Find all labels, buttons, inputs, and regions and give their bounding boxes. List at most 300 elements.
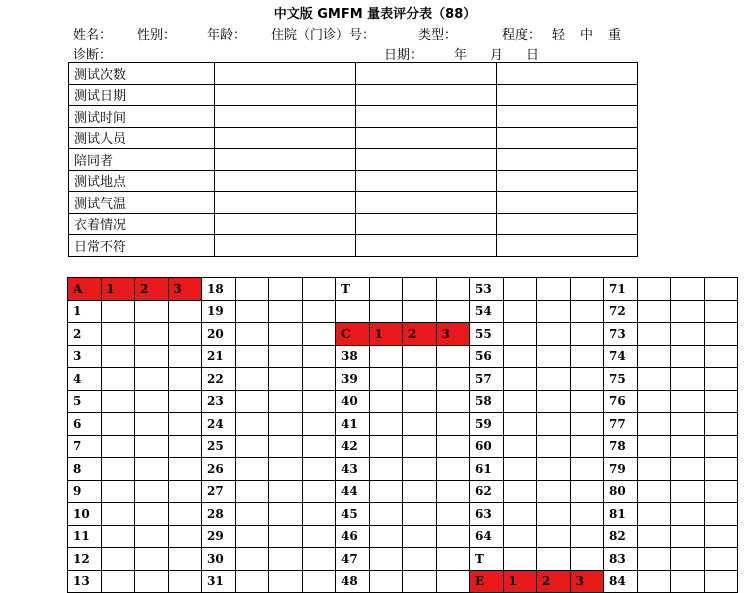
item-number-cell: 63 [470,503,504,526]
score-cell[interactable] [537,480,571,503]
score-cell[interactable] [436,458,470,481]
score-cell[interactable] [503,323,537,346]
info-entry-cell[interactable] [497,149,638,171]
score-cell[interactable] [637,300,671,323]
info-entry-cell[interactable] [215,149,356,171]
score-cell[interactable] [503,345,537,368]
severity-moderate: 中 [580,28,594,43]
item-number-cell: 8 [68,458,102,481]
score-cell[interactable] [570,413,604,436]
info-entry-cell[interactable] [356,84,497,106]
info-entry-cell[interactable] [215,170,356,192]
score-cell[interactable] [637,503,671,526]
score-cell [403,300,437,323]
score-cell[interactable] [403,390,437,413]
score-cell[interactable] [537,323,571,346]
score-cell[interactable] [436,278,470,301]
score-cell[interactable] [704,390,738,413]
score-cell[interactable] [704,525,738,548]
score-cell[interactable] [235,480,269,503]
section-t-label: T [470,548,504,571]
table-row [68,368,738,391]
score-cell[interactable] [101,368,135,391]
score-cell[interactable] [269,503,303,526]
score-cell[interactable] [537,435,571,458]
score-cell[interactable] [403,435,437,458]
item-number-cell: 56 [470,345,504,368]
section-t-label: T [336,278,370,301]
score-cell[interactable] [235,345,269,368]
score-cell[interactable] [302,278,336,301]
score-cell[interactable] [637,458,671,481]
score-cell[interactable] [269,435,303,458]
score-cell[interactable] [235,368,269,391]
score-cell[interactable] [671,480,705,503]
score-cell[interactable] [537,458,571,481]
score-cell[interactable] [704,548,738,571]
info-entry-cell[interactable] [497,63,638,85]
score-cell[interactable] [235,300,269,323]
score-cell[interactable] [436,435,470,458]
score-cell[interactable] [235,278,269,301]
score-cell[interactable] [704,345,738,368]
score-cell[interactable] [135,413,169,436]
score-cell[interactable] [135,458,169,481]
score-cell[interactable] [235,503,269,526]
info-entry-cell[interactable] [215,213,356,235]
score-cell[interactable] [704,503,738,526]
item-number-cell: 59 [470,413,504,436]
item-number-cell: 75 [604,368,638,391]
score-cell[interactable] [135,503,169,526]
score-cell[interactable] [302,458,336,481]
info-entry-cell[interactable] [356,170,497,192]
score-cell[interactable] [101,570,135,593]
score-cell[interactable] [570,458,604,481]
score-table [67,277,738,593]
info-entry-cell[interactable] [356,127,497,149]
score-cell[interactable] [570,300,604,323]
score-cell[interactable] [302,435,336,458]
info-entry-cell[interactable] [215,235,356,257]
score-cell[interactable] [168,503,202,526]
score-cell[interactable] [235,323,269,346]
score-cell[interactable] [269,278,303,301]
score-cell[interactable] [503,413,537,436]
info-label-cell: 测试时间 [69,106,215,128]
score-cell[interactable] [135,368,169,391]
score-cell[interactable] [269,413,303,436]
score-cell[interactable] [369,458,403,481]
item-number-cell: 57 [470,368,504,391]
item-number-cell: 61 [470,458,504,481]
score-cell[interactable] [101,525,135,548]
score-cell[interactable] [269,300,303,323]
item-number-cell: 41 [336,413,370,436]
item-number-cell: 7 [68,435,102,458]
score-cell[interactable] [168,390,202,413]
score-cell[interactable] [369,368,403,391]
info-entry-cell[interactable] [356,235,497,257]
item-number-cell: 1 [68,300,102,323]
score-cell[interactable] [704,368,738,391]
info-entry-cell[interactable] [497,106,638,128]
item-number-cell: 64 [470,525,504,548]
score-cell[interactable] [570,525,604,548]
score-cell[interactable] [269,368,303,391]
score-cell[interactable] [235,390,269,413]
score-cell[interactable] [135,323,169,346]
info-entry-cell[interactable] [497,170,638,192]
score-cell[interactable] [302,323,336,346]
score-cell[interactable] [302,525,336,548]
score-cell[interactable] [436,525,470,548]
info-entry-cell[interactable] [497,84,638,106]
score-cell[interactable] [671,323,705,346]
info-label-cell: 测试地点 [69,170,215,192]
score-cell[interactable] [503,390,537,413]
severity-label: 程度： [502,28,542,43]
score-cell[interactable] [235,525,269,548]
diagnosis-label: 诊断： [73,48,113,63]
score-cell[interactable] [369,278,403,301]
item-number-cell: 81 [604,503,638,526]
score-cell[interactable] [637,278,671,301]
score-cell[interactable] [671,570,705,593]
score-cell[interactable] [101,435,135,458]
score-cell[interactable] [537,525,571,548]
info-label-cell: 测试人员 [69,127,215,149]
score-cell[interactable] [269,525,303,548]
item-number-cell: 3 [570,570,604,593]
score-cell[interactable] [235,548,269,571]
score-cell[interactable] [503,368,537,391]
score-cell[interactable] [704,300,738,323]
score-cell[interactable] [704,323,738,346]
score-cell[interactable] [369,390,403,413]
score-cell[interactable] [135,548,169,571]
section-a-header: A [68,278,102,301]
section-e-header: E [470,570,504,593]
score-cell[interactable] [235,435,269,458]
item-number-cell: 11 [68,525,102,548]
score-cell[interactable] [537,345,571,368]
score-cell[interactable] [537,503,571,526]
score-cell[interactable] [369,480,403,503]
score-cell[interactable] [269,480,303,503]
score-cell[interactable] [369,570,403,593]
item-number-cell: 12 [68,548,102,571]
item-number-cell: 77 [604,413,638,436]
table-row [68,480,738,503]
score-cell[interactable] [503,480,537,503]
score-cell[interactable] [135,525,169,548]
score-cell[interactable] [135,345,169,368]
score-cell[interactable] [671,278,705,301]
score-cell[interactable] [269,458,303,481]
score-cell[interactable] [570,480,604,503]
score-cell[interactable] [704,413,738,436]
score-cell[interactable] [704,458,738,481]
info-entry-cell[interactable] [356,106,497,128]
item-number-cell: 3 [168,278,202,301]
score-cell[interactable] [235,570,269,593]
date-label: 日期： [384,48,424,63]
section-c-header: C [336,323,370,346]
year-label: 年 [454,48,468,63]
item-number-cell: 76 [604,390,638,413]
item-number-cell: 10 [68,503,102,526]
score-cell[interactable] [403,480,437,503]
item-number-cell: 78 [604,435,638,458]
score-cell[interactable] [168,300,202,323]
score-cell[interactable] [403,413,437,436]
score-cell[interactable] [537,390,571,413]
score-cell[interactable] [671,458,705,481]
score-cell[interactable] [302,548,336,571]
info-entry-cell[interactable] [356,63,497,85]
score-cell[interactable] [671,345,705,368]
table-row [69,213,638,235]
item-number-cell: 6 [68,413,102,436]
score-cell[interactable] [570,368,604,391]
score-cell[interactable] [637,368,671,391]
table-row [69,127,638,149]
score-cell[interactable] [168,323,202,346]
score-cell[interactable] [403,458,437,481]
score-cell[interactable] [671,548,705,571]
score-cell[interactable] [436,480,470,503]
score-cell[interactable] [637,435,671,458]
score-cell[interactable] [168,525,202,548]
score-cell[interactable] [168,345,202,368]
item-number-cell: 9 [68,480,102,503]
info-entry-cell[interactable] [215,106,356,128]
score-cell[interactable] [101,323,135,346]
score-cell[interactable] [704,278,738,301]
score-cell[interactable] [403,525,437,548]
score-cell[interactable] [436,570,470,593]
score-cell[interactable] [369,503,403,526]
score-cell[interactable] [168,413,202,436]
table-row [69,63,638,85]
score-cell[interactable] [101,458,135,481]
score-cell[interactable] [637,390,671,413]
info-entry-cell[interactable] [356,192,497,214]
score-cell[interactable] [704,435,738,458]
score-cell[interactable] [135,300,169,323]
info-label-cell: 测试气温 [69,192,215,214]
score-cell[interactable] [269,548,303,571]
score-cell[interactable] [537,300,571,323]
score-cell[interactable] [101,300,135,323]
info-entry-cell[interactable] [356,213,497,235]
item-number-cell: 2 [537,570,571,593]
score-cell[interactable] [403,503,437,526]
score-cell[interactable] [302,413,336,436]
score-cell[interactable] [369,548,403,571]
item-number-cell: 18 [202,278,236,301]
score-cell[interactable] [101,390,135,413]
score-cell[interactable] [101,413,135,436]
score-cell[interactable] [269,570,303,593]
score-cell[interactable] [671,503,705,526]
item-number-cell: 13 [68,570,102,593]
table-row [69,235,638,257]
info-entry-cell[interactable] [497,127,638,149]
score-cell[interactable] [101,548,135,571]
item-number-cell: 26 [202,458,236,481]
score-cell[interactable] [168,480,202,503]
score-cell[interactable] [403,368,437,391]
score-cell [537,548,571,571]
score-cell[interactable] [537,368,571,391]
score-cell[interactable] [637,525,671,548]
info-entry-cell[interactable] [356,149,497,171]
item-number-cell: 84 [604,570,638,593]
info-label-cell: 陪同者 [69,149,215,171]
item-number-cell: 47 [336,548,370,571]
month-label: 月 [490,48,504,63]
score-cell[interactable] [168,548,202,571]
score-cell[interactable] [168,458,202,481]
score-cell[interactable] [537,278,571,301]
score-cell[interactable] [403,345,437,368]
score-cell[interactable] [671,435,705,458]
score-cell[interactable] [101,480,135,503]
name-label: 姓名： [73,28,113,43]
score-cell[interactable] [671,413,705,436]
score-cell[interactable] [302,368,336,391]
score-cell[interactable] [403,278,437,301]
item-number-cell: 60 [470,435,504,458]
info-entry-cell[interactable] [215,63,356,85]
score-cell[interactable] [503,458,537,481]
score-cell[interactable] [369,345,403,368]
table-row [68,458,738,481]
item-number-cell: 20 [202,323,236,346]
score-cell[interactable] [135,390,169,413]
score-cell[interactable] [637,548,671,571]
score-cell[interactable] [403,548,437,571]
score-cell[interactable] [637,413,671,436]
score-cell[interactable] [637,480,671,503]
score-cell[interactable] [704,570,738,593]
score-cell[interactable] [637,345,671,368]
score-cell[interactable] [101,345,135,368]
score-cell[interactable] [570,435,604,458]
item-number-cell: 72 [604,300,638,323]
score-cell[interactable] [503,525,537,548]
table-row [68,548,738,571]
info-entry-cell[interactable] [215,127,356,149]
score-cell[interactable] [302,480,336,503]
score-cell[interactable] [436,503,470,526]
item-number-cell: 83 [604,548,638,571]
score-cell[interactable] [570,278,604,301]
score-cell[interactable] [436,413,470,436]
day-label: 日 [526,48,540,63]
info-label-cell: 日常不符 [69,235,215,257]
info-entry-cell[interactable] [215,84,356,106]
score-cell[interactable] [637,323,671,346]
score-cell[interactable] [135,570,169,593]
score-cell[interactable] [302,345,336,368]
item-number-cell: 82 [604,525,638,548]
score-cell[interactable] [302,570,336,593]
table-row [68,390,738,413]
score-cell[interactable] [570,390,604,413]
item-number-cell: 23 [202,390,236,413]
score-cell[interactable] [671,300,705,323]
info-entry-cell[interactable] [497,235,638,257]
score-cell[interactable] [503,300,537,323]
score-cell[interactable] [302,503,336,526]
score-cell[interactable] [302,390,336,413]
info-entry-cell[interactable] [497,213,638,235]
score-cell[interactable] [403,570,437,593]
score-cell[interactable] [570,345,604,368]
score-cell[interactable] [168,368,202,391]
score-cell[interactable] [671,525,705,548]
score-cell[interactable] [302,300,336,323]
score-cell[interactable] [269,345,303,368]
score-cell [369,300,403,323]
item-number-cell: 3 [68,345,102,368]
score-cell[interactable] [704,480,738,503]
score-cell[interactable] [269,323,303,346]
severity-severe: 重 [608,28,622,43]
score-cell[interactable] [503,278,537,301]
score-cell[interactable] [671,368,705,391]
score-cell[interactable] [269,390,303,413]
score-cell[interactable] [436,390,470,413]
score-cell[interactable] [503,435,537,458]
score-cell[interactable] [537,413,571,436]
score-cell[interactable] [168,435,202,458]
score-cell[interactable] [168,570,202,593]
score-cell [436,300,470,323]
score-cell[interactable] [436,345,470,368]
table-row [69,106,638,128]
score-cell[interactable] [235,413,269,436]
item-number-cell: 1 [503,570,537,593]
info-entry-cell[interactable] [215,192,356,214]
score-cell[interactable] [436,548,470,571]
score-cell[interactable] [436,368,470,391]
score-cell[interactable] [637,570,671,593]
item-number-cell: 39 [336,368,370,391]
item-number-cell: 4 [68,368,102,391]
score-cell[interactable] [135,435,169,458]
score-cell[interactable] [503,503,537,526]
score-cell[interactable] [235,458,269,481]
table-row [68,278,738,301]
score-cell[interactable] [135,480,169,503]
score-cell[interactable] [101,503,135,526]
score-cell[interactable] [570,323,604,346]
score-cell[interactable] [570,503,604,526]
info-entry-cell[interactable] [497,192,638,214]
score-cell [336,300,370,323]
score-cell[interactable] [369,525,403,548]
table-row [69,149,638,171]
item-number-cell: 21 [202,345,236,368]
score-cell [570,548,604,571]
score-cell[interactable] [671,390,705,413]
score-cell[interactable] [369,435,403,458]
score-cell[interactable] [369,413,403,436]
